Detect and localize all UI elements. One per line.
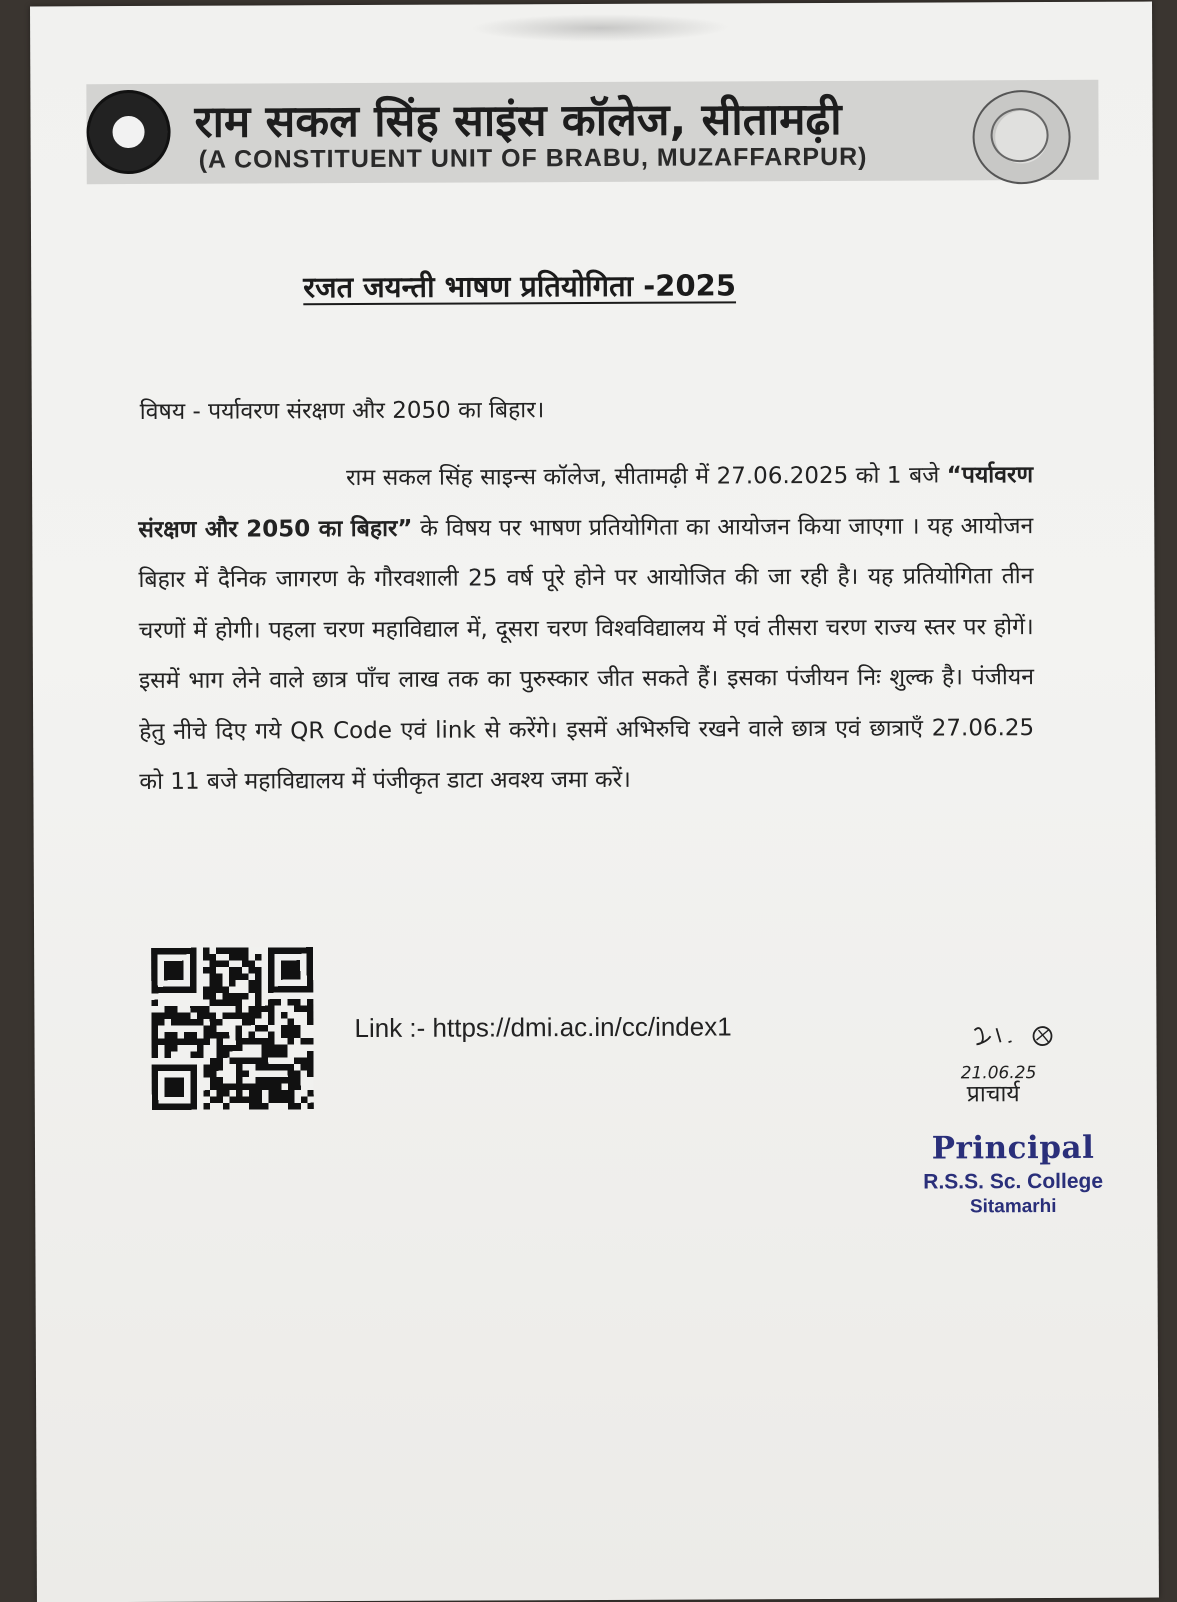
college-subtitle: (A CONSTITUENT UNIT OF BRABU, MUZAFFARPUR) bbox=[198, 142, 868, 174]
college-name-hindi: राम सकल सिंह साइंस कॉलेज, सीतामढ़ी bbox=[194, 93, 842, 148]
stamp-title: Principal bbox=[931, 1129, 1095, 1167]
notice-title: रजत जयन्ती भाषण प्रतियोगिता -2025 bbox=[303, 268, 737, 305]
body-part-1: राम सकल सिंह साइन्स कॉलेज, सीतामढ़ी में 27.06.2025 को 1 बजे bbox=[346, 462, 947, 492]
qr-code-icon bbox=[151, 945, 314, 1112]
paper-smudge bbox=[470, 13, 730, 42]
university-seal-right-icon bbox=[972, 90, 1070, 184]
principal-stamp bbox=[897, 1130, 1129, 1241]
body-bold-topic: “पर्यावरण संरक्षण और 2050 का बिहार” bbox=[138, 462, 1034, 543]
body-part-2: के विषय पर भाषण प्रतियोगिता का आयोजन किया जाएगा । यह आयोजन बिहार में दैनिक जागरण के गौरवशाली 25 वर्ष पूरे होने पर आयोजित की जा रही है। यह प्रतियोगिता तीन चरणों में होगी। पहला चरण महाविद्याल में, दूसरा चरण विश्वविद्यालय में एवं तीसरा चरण राज्य स्तर पर होगें। इसमें भाग लेने वाले छात्र पाँच लाख तक का पुरुस्कार जीत सकते हैं। इसका पंजीयन निः शुल्क है। पंजीयन हेतु नीचे दिए गये QR Code एवं link से करेंगे। इसमें अभिरुचि रखने वाले छात्र एवं छात्राएँ 27.06.25 को 11 बजे महाविद्यालय में पंजीकृत डाटा अवश्य जमा करें। bbox=[138, 512, 1035, 795]
signature-date: 21.06.25 bbox=[960, 1063, 1037, 1084]
notice-body bbox=[138, 450, 1035, 807]
college-logo-left-icon bbox=[86, 90, 170, 174]
link-label: Link :- bbox=[354, 1012, 426, 1044]
designation-hindi: प्राचार्य bbox=[966, 1081, 1020, 1108]
subject-line: विषय - पर्यावरण संरक्षण और 2050 का बिहार। bbox=[139, 397, 545, 425]
stamp-place: Sitamarhi bbox=[969, 1195, 1057, 1218]
notice-paper bbox=[30, 2, 1159, 1602]
registration-link[interactable] bbox=[354, 1011, 731, 1044]
link-url[interactable]: https://dmi.ac.in/cc/index1 bbox=[432, 1011, 732, 1043]
stamp-college: R.S.S. Sc. College bbox=[923, 1169, 1104, 1194]
